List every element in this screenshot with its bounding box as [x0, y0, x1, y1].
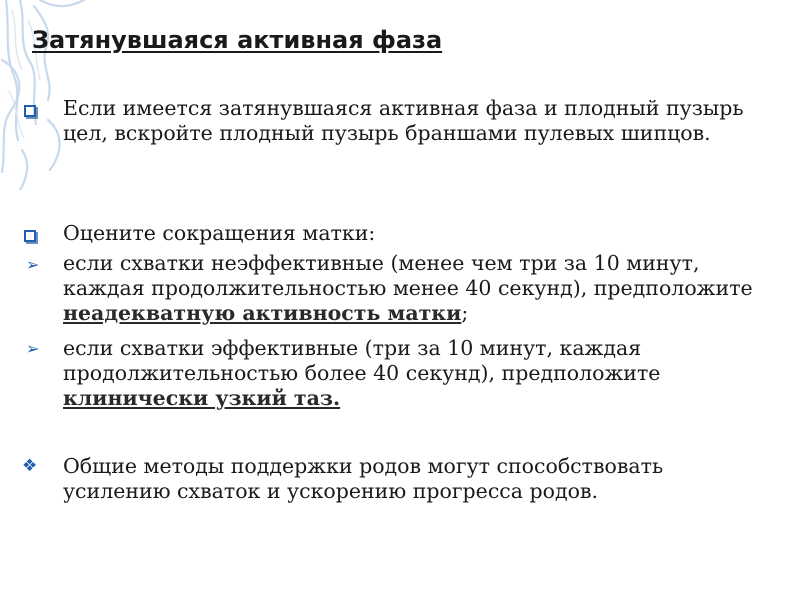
list-item — [63, 454, 763, 504]
diamond-bullet-icon: ❖ — [22, 456, 38, 476]
square-bullet-icon — [24, 230, 36, 242]
square-bullet-icon — [24, 105, 36, 117]
list-item-text: Если имеется затянувшаяся активная фаза и плодный пузырь цел, вскройте плодный пузырь браншами пулевых шипцов. — [63, 96, 744, 145]
arrow-bullet-icon: ➢ — [26, 339, 40, 358]
list-item — [63, 336, 763, 411]
list-item — [63, 96, 763, 146]
list-item-text: Общие методы поддержки родов могут способствовать усилению схваток и ускорению прогресса родов. — [63, 454, 664, 503]
slide-title: Затянувшаяся активная фаза — [32, 26, 443, 54]
list-item-text: если схватки эффективные (три за 10 минут, каждая продолжительностью более 40 секунд), предположите — [63, 336, 661, 385]
arrow-bullet-icon: ➢ — [26, 255, 40, 274]
highlighted-term: клинически узкий таз. — [63, 386, 341, 410]
highlighted-term: неадекватную активность матки — [63, 301, 462, 325]
list-item-text-end: ; — [461, 301, 469, 325]
list-item — [63, 221, 763, 246]
list-item-text: Оцените сокращения матки: — [63, 221, 376, 245]
list-item — [63, 251, 763, 326]
list-item-text: если схватки неэффективные (менее чем три за 10 минут, каждая продолжительностью менее 40 секунд), предположите — [63, 251, 753, 300]
